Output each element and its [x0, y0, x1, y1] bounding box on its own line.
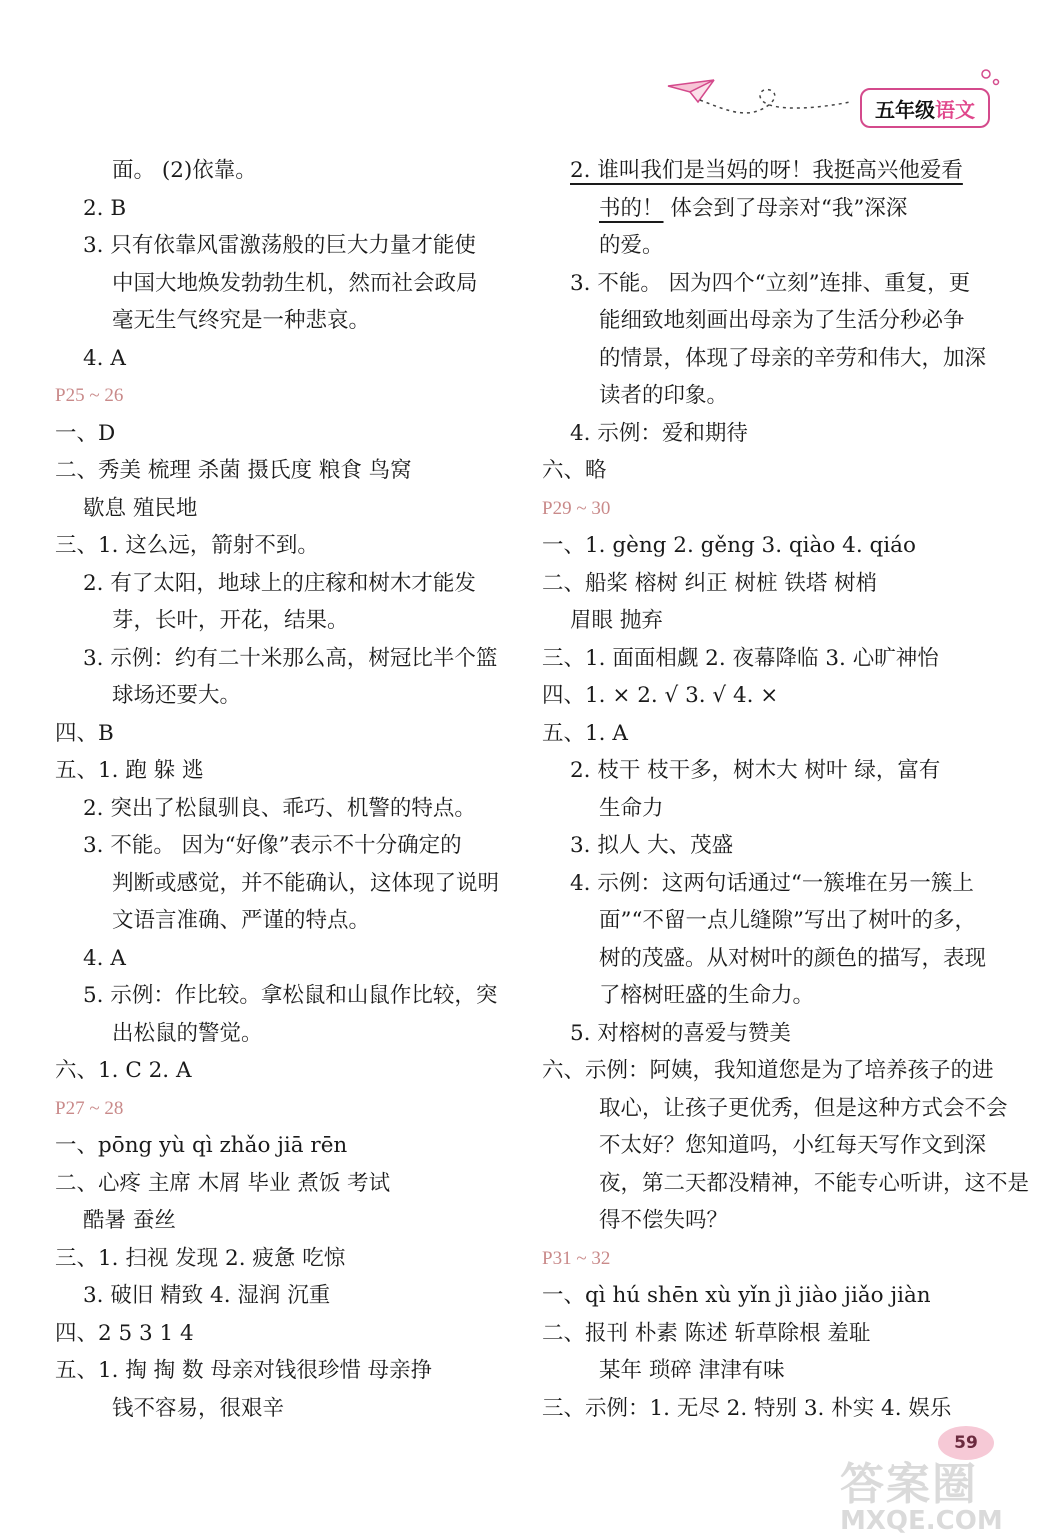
answer-line [542, 677, 992, 715]
grade-subject-badge [860, 88, 990, 128]
right-answer-column [542, 152, 1030, 1427]
answer-line [542, 302, 992, 340]
answer-line [55, 790, 500, 828]
answer-line [55, 302, 500, 340]
answer-line [55, 940, 500, 978]
answer-line [542, 1202, 992, 1240]
left-answer-column [55, 152, 500, 1427]
answer-text: 能细致地刻画出母亲为了生活分秒必争 [599, 308, 965, 333]
answer-line [542, 565, 992, 603]
section-heading [55, 377, 500, 415]
answer-text: 3. 不能。 因为“好像”表示不十分确定的 [83, 833, 462, 858]
answer-text: 中国大地焕发勃勃生机，然而社会政局 [112, 270, 478, 296]
answer-line [55, 677, 500, 715]
answer-text: 文语言准确、严谨的特点。 [112, 908, 371, 933]
answer-line [55, 1315, 500, 1353]
answer-line [55, 265, 500, 303]
answer-text: 五、1. 掏 掏 数 母亲对钱很珍惜 母亲挣 [55, 1358, 433, 1383]
answer-text: 四、2 5 3 1 4 [55, 1320, 194, 1346]
answer-line [55, 1052, 500, 1090]
answer-text: 一、qì hú shēn xù yǐn jì jiào jiǎo jiàn [542, 1283, 931, 1308]
answer-line [55, 977, 500, 1015]
watermark [840, 1448, 1050, 1536]
answer-line [55, 490, 500, 528]
answer-line [542, 1015, 992, 1053]
answer-line [542, 1165, 1030, 1203]
answer-text: 芽，长叶，开花，结果。 [112, 608, 349, 633]
answer-text: 酷暑 蚕丝 [83, 1208, 176, 1233]
answer-text: 体会到了母亲对“我”深深 [663, 195, 908, 221]
answer-text: 3. 只有依靠风雷激荡般的巨大力量才能使 [83, 233, 476, 258]
answer-line [542, 415, 992, 453]
answer-line [55, 152, 500, 190]
answer-text: P31 ~ 32 [542, 1247, 611, 1269]
answer-text: 4. 示例：爱和期待 [570, 420, 748, 446]
answer-text: 二、船桨 榕树 纠正 树桩 铁塔 树梢 [542, 570, 878, 596]
answer-line [55, 340, 500, 378]
answer-line [542, 752, 992, 790]
answer-line [542, 265, 992, 303]
answer-text: 球场还要大。 [112, 683, 242, 708]
answer-line [542, 1052, 992, 1090]
answer-line [542, 1127, 992, 1165]
section-heading [55, 1090, 500, 1128]
watermark-title: 答案圈 [840, 1459, 978, 1510]
answer-text: 树的茂盛。从对树叶的颜色的描写，表现 [599, 945, 987, 971]
answer-line [542, 227, 992, 265]
subject-label: 语文 [935, 97, 975, 122]
answer-text: P27 ~ 28 [55, 1097, 124, 1119]
answer-text: 一、D [55, 420, 116, 446]
answer-text: 二、报刊 朴素 陈述 斩草除根 羞耻 [542, 1320, 871, 1346]
answer-text: 某年 琐碎 津津有味 [599, 1358, 785, 1383]
page-number: 59 [938, 1426, 994, 1460]
answer-text: 五、1. 跑 躲 逃 [55, 758, 204, 783]
answer-text: 五、1. A [542, 720, 628, 746]
answer-line [542, 1277, 992, 1315]
answer-text: 眉眼 抛弃 [570, 608, 663, 633]
answer-text: 夜，第二天都没精神，不能专心听讲，这不是 [599, 1170, 1030, 1196]
answer-text: 生命力 [599, 795, 664, 821]
answer-text: 3. 拟人 大、茂盛 [570, 833, 734, 858]
answer-text: 3. 示例：约有二十米那么高，树冠比半个篮 [83, 645, 498, 671]
answer-text: 六、示例：阿姨，我知道您是为了培养孩子的进 [542, 1058, 994, 1083]
answer-text: 二、秀美 梳理 杀菌 摄氏度 粮食 鸟窝 [55, 458, 412, 483]
answer-text: 一、pōng yù qì zhǎo jiā rēn [55, 1133, 348, 1158]
underlined-quote: 2. 谁叫我们是当妈的呀！我挺高兴他爱看 [570, 158, 963, 183]
answer-line [55, 752, 500, 790]
answer-line [55, 1352, 500, 1390]
answer-line [55, 1202, 500, 1240]
answer-line [55, 640, 500, 678]
answer-line [55, 827, 500, 865]
answer-text: 钱不容易，很艰辛 [112, 1395, 285, 1421]
answer-line [55, 902, 500, 940]
answer-line [55, 602, 500, 640]
answer-line [542, 1090, 1008, 1128]
answer-line [55, 1015, 500, 1053]
answer-text: 4. 示例：这两句话通过“一簇堆在另一簇上 [570, 870, 974, 896]
answer-text: 六、略 [542, 458, 607, 483]
answer-line [542, 152, 992, 190]
answer-line [542, 1352, 992, 1390]
answer-text: 4. A [83, 945, 126, 971]
answer-line [55, 190, 500, 228]
answer-text: 2. 突出了松鼠驯良、乖巧、机警的特点。 [83, 795, 476, 821]
answer-text: 二、心疼 主席 木屑 毕业 煮饭 考试 [55, 1170, 391, 1196]
answer-text: 2. 有了太阳，地球上的庄稼和树木才能发 [83, 570, 476, 596]
answer-text: 了榕树旺盛的生命力。 [599, 983, 815, 1008]
answer-line [542, 902, 992, 940]
answer-line [55, 565, 500, 603]
answer-line [542, 340, 992, 378]
answer-text: 得不偿失吗？ [599, 1208, 729, 1233]
answer-line [542, 527, 992, 565]
answer-text: 三、1. 这么远，箭射不到。 [55, 533, 319, 558]
answer-line [542, 190, 992, 228]
answer-line [542, 790, 992, 828]
answer-text: 2. B [83, 195, 127, 221]
answer-text: 5. 示例：作比较。拿松鼠和山鼠作比较，突 [83, 983, 498, 1008]
answer-line [55, 715, 500, 753]
answer-text: 5. 对榕树的喜爱与赞美 [570, 1020, 791, 1046]
answer-text: 毫无生气终究是一种悲哀。 [112, 308, 371, 333]
answer-text: 取心，让孩子更优秀，但是这种方式会不会 [599, 1095, 1008, 1121]
answer-text: P25 ~ 26 [55, 385, 124, 406]
answer-line [542, 377, 992, 415]
section-heading [542, 490, 992, 528]
answer-line [542, 452, 992, 490]
answer-line [542, 602, 992, 640]
answer-text: 六、1. C 2. A [55, 1058, 192, 1083]
answer-text: 2. 枝干 枝干多，树木大 树叶 绿，富有 [570, 758, 941, 783]
answer-line [542, 1315, 992, 1353]
answer-line [542, 865, 992, 903]
answer-line [542, 640, 992, 678]
answer-text: 的情景，体现了母亲的辛劳和伟大，加深 [599, 345, 987, 371]
answer-line [542, 977, 992, 1015]
answer-line [55, 1240, 500, 1278]
answer-line [542, 715, 992, 753]
answer-text: 面。 (2)依靠。 [112, 158, 257, 183]
answer-text: 的爱。 [599, 233, 664, 258]
answer-text: 3. 破旧 精致 4. 湿润 沉重 [83, 1283, 331, 1308]
answer-text: 3. 不能。 因为四个“立刻”连排、重复，更 [570, 270, 971, 296]
answer-text: 三、1. 扫视 发现 2. 疲惫 吃惊 [55, 1245, 346, 1271]
grade-label: 五年级 [875, 97, 935, 122]
answer-line [55, 452, 500, 490]
answer-line [55, 1277, 500, 1315]
answer-text: 面”“不留一点儿缝隙”写出了树叶的多， [599, 908, 976, 933]
answer-line [542, 827, 992, 865]
answer-line [55, 1390, 500, 1428]
answer-text: 四、1. × 2. √ 3. √ 4. × [542, 683, 779, 708]
underlined-quote: 书的！ [599, 195, 664, 221]
answer-line [542, 1390, 992, 1428]
answer-text: 不太好？您知道吗，小红每天写作文到深 [599, 1133, 987, 1158]
watermark-url: MXQE.COM [840, 1506, 1003, 1536]
section-heading [542, 1240, 992, 1278]
answer-line [55, 227, 500, 265]
answer-text: 读者的印象。 [599, 383, 729, 408]
answer-line [55, 415, 500, 453]
answer-text: 一、1. gèng 2. gěng 3. qiào 4. qiáo [542, 533, 916, 558]
answer-text: 判断或感觉，并不能确认，这体现了说明 [112, 870, 500, 896]
answer-text: 四、B [55, 720, 114, 746]
answer-text: 三、1. 面面相觑 2. 夜幕降临 3. 心旷神怡 [542, 645, 939, 671]
answer-text: 三、示例：1. 无尽 2. 特别 3. 朴实 4. 娱乐 [542, 1395, 952, 1421]
answer-text: 歇息 殖民地 [83, 495, 198, 521]
answer-text: P29 ~ 30 [542, 497, 611, 519]
answer-line [55, 1127, 500, 1165]
answer-line [55, 865, 500, 903]
answer-text: 出松鼠的警觉。 [112, 1020, 263, 1046]
answer-line [55, 527, 500, 565]
answer-line [542, 940, 992, 978]
answer-line [55, 1165, 500, 1203]
answer-text: 4. A [83, 345, 126, 371]
